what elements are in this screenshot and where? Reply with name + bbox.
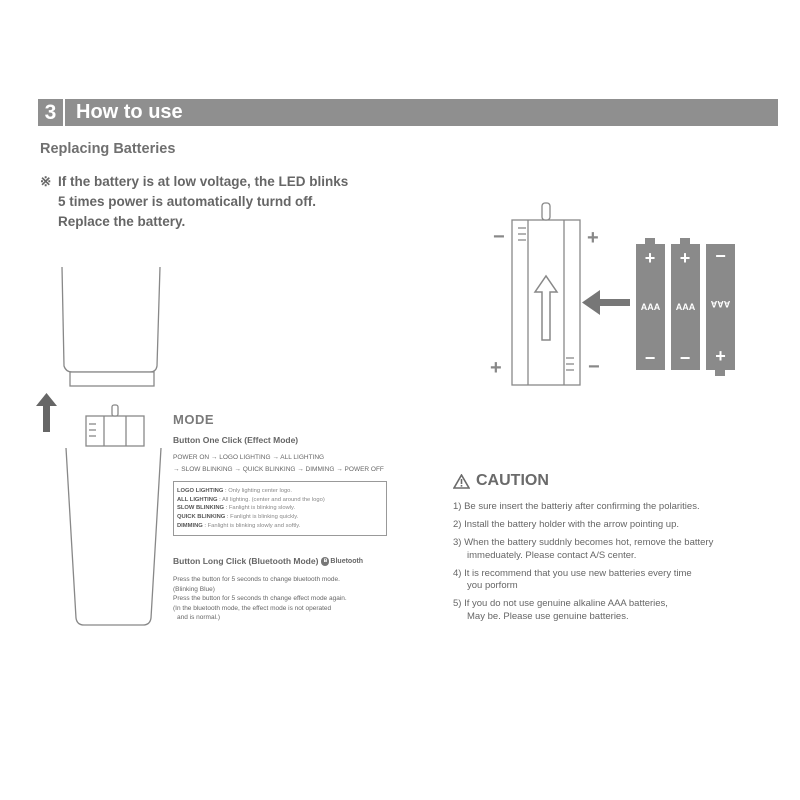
legend-term: DIMMING [177,522,203,529]
fanlight-body [66,405,161,625]
caution-item [453,598,788,623]
legend-row: ALL LIGHTING : All lighting. (center and around the logo) [177,496,325,503]
long-click-heading [173,556,363,566]
bluetooth-icon: ʙ [321,557,329,566]
caution-item [453,519,788,532]
note-line-2: 5 times power is automatically turnd off. [58,194,317,209]
holder-minus-top: − [493,226,505,248]
legend-row: DIMMING : Fanlight is blinking slowly and softly. [177,522,301,529]
one-click-title: Button One Click (Effect Mode) [173,435,299,445]
long-desc-line: and is normal.) [177,614,220,621]
fanlight-cap [62,267,160,386]
legend-desc: Fanlight is blinking quickly. [230,514,299,521]
legend-term: QUICK BLINKING [177,514,226,521]
battery-2-label: AAA [675,302,696,312]
caution-line: immeduately. Please contact A/S center. [467,549,637,561]
caution-heading [453,472,549,490]
battery-1-label: AAA [640,302,661,312]
caution-line: 2) Install the battery holder with the arrow pointing up. [453,519,680,530]
caution-item [453,537,788,562]
legend-desc: All lighting. (center and around the logo) [221,496,325,503]
legend-row: LOGO LIGHTING : Only lighting center logo. [177,488,293,494]
bluetooth-badge [321,557,363,566]
caution-item [453,501,788,514]
effect-flow-line-1: POWER ON → LOGO LIGHTING → ALL LIGHTING [173,454,325,461]
long-desc-line: Press the button for 5 seconds to change bluetooth mode. [173,576,340,583]
caution-line: 3) When the battery suddnly becomes hot, remove the battery [453,537,714,548]
mode-title: MODE [173,412,214,427]
legend-desc: Fanlight is blinking slowly. [228,505,296,512]
legend-term: SLOW BLINKING [177,505,225,512]
battery-2-plus: + [679,248,691,268]
subtitle: Replacing Batteries [40,141,176,157]
holder-plus-top: + [587,227,599,249]
note-mark: ※ [40,174,52,189]
caution-line: you porform [467,580,518,591]
section-title: How to use [76,101,183,123]
insert-arrow-icon [582,290,630,315]
bluetooth-label: Bluetooth [330,557,364,565]
caution-item [453,568,788,593]
long-desc-line: Press the button for 5 seconds th change effect mode again. [173,595,347,602]
caution-line: 5) If you do not use genuine alkaline AAA batteries, [453,598,668,609]
legend-term: LOGO LIGHTING [177,488,224,494]
battery-2-minus: − [679,348,691,368]
battery-3-label: AAA [710,299,731,309]
long-click-description [173,575,347,623]
battery-holder [512,203,580,385]
legend-row: SLOW BLINKING : Fanlight is blinking slowly. [177,505,296,512]
caution-list [453,501,788,629]
up-arrow-icon [36,393,57,432]
battery-3-minus: − [715,246,726,266]
holder-plus-bottom: + [490,357,502,379]
effect-legend-box [173,481,387,536]
caution-line: 1) Be sure insert the batteriy after confirming the polarities. [453,501,700,512]
holder-minus-bottom: − [588,356,600,378]
warning-triangle-icon [453,474,470,489]
caution-line: 4) It is recommend that you use new batteries every time [453,567,692,579]
note-line-1: If the battery is at low voltage, the LED blinks [58,174,349,189]
legend-desc: Only lighting center logo. [228,488,293,494]
battery-1-minus: − [644,348,656,368]
caution-title: CAUTION [476,472,549,489]
legend-term: ALL LIGHTING [177,496,218,503]
legend-desc: Fanlight is blinking slowly and softly. [207,522,301,529]
battery-3-plus: + [715,346,726,366]
long-desc-line: (Blinking Blue) [173,585,215,593]
legend-row: QUICK BLINKING : Fanlight is blinking quickly. [177,514,299,521]
note-line-3: Replace the battery. [58,214,186,229]
effect-flow [173,452,384,476]
section-number: 3 [38,99,65,126]
long-desc-line: (In the bluetooth mode, the effect mode is not operated [173,604,332,612]
effect-flow-line-2: → SLOW BLINKING → QUICK BLINKING → DIMMING → POWER OFF [173,466,384,473]
caution-line: May be. Please use genuine batteries. [467,610,629,622]
battery-1-plus: + [644,248,656,268]
long-click-title: Button Long Click (Bluetooth Mode) [173,556,319,566]
